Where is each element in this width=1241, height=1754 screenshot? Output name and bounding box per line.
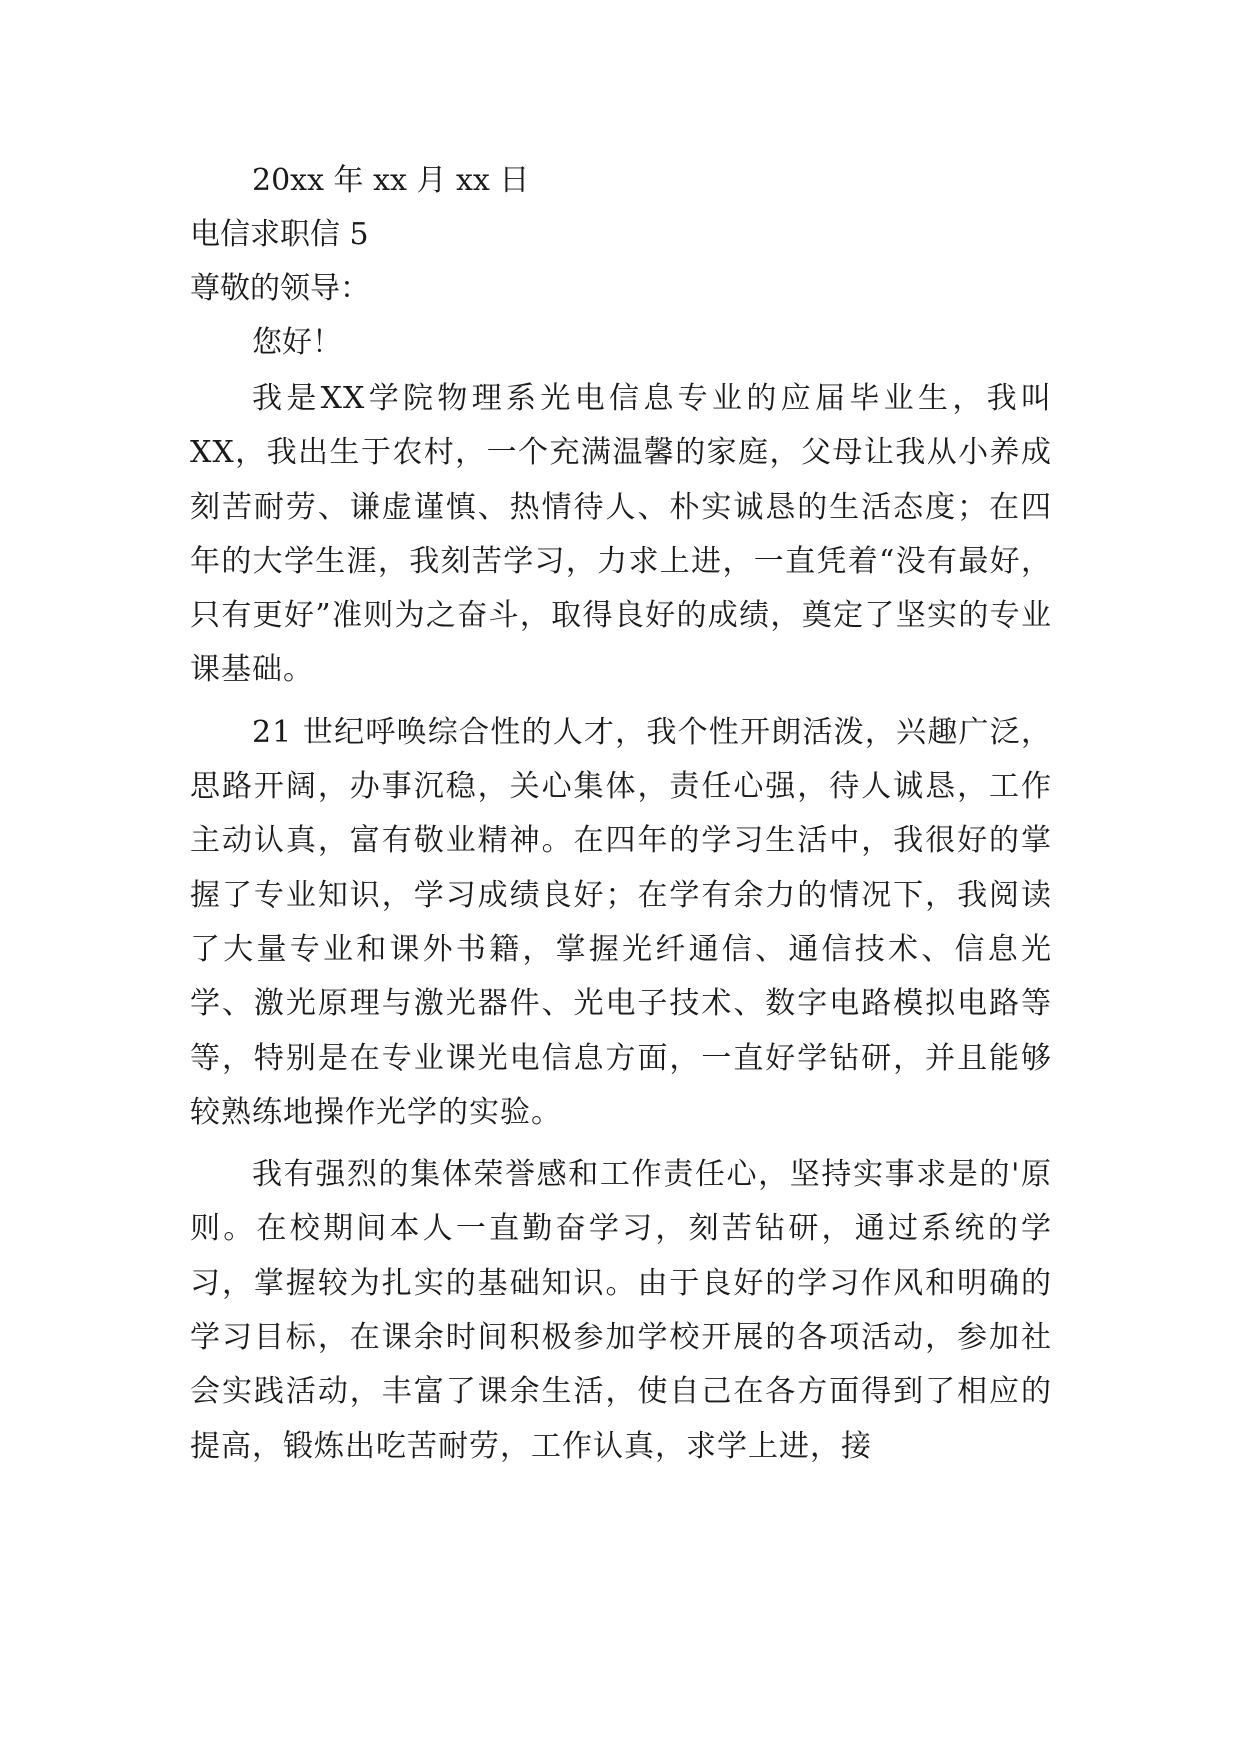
paragraph: 我有强烈的集体荣誉感和工作责任心，坚持实事求是的'原则。在校期间本人一直勤奋学习，刻苦钻研，通过系统的学习，掌握较为扎实的基础知识。由于良好的学习作风和明确的学习目标，在课余时间积极参加学校开展的各项活动，参加社会实践活动，丰富了课余生活，使自己在各方面得到了相应的提高，锻炼出吃苦耐劳，工作认真，求学上进，接 — [190, 1157, 1052, 1464]
greeting: 您好！ — [252, 325, 342, 360]
date-line: 20xx 年 xx 月 xx 日 — [252, 163, 530, 198]
salutation: 尊敬的领导： — [190, 271, 370, 306]
letter-body — [190, 160, 1052, 1474]
paragraph: 21 世纪呼唤综合性的人才，我个性开朗活泼，兴趣广泛，思路开阔，办事沉稳，关心集体，责任心强，待人诚恳，工作主动认真，富有敬业精神。在四年的学习生活中，我很好的掌握了专业知识，学习成绩良好；在学有余力的情况下，我阅读了大量专业和课外书籍，掌握光纤通信、通信技术、信息光学、激光原理与激光器件、光电子技术、数字电路模拟电路等等，特别是在专业课光电信息方面，一直好学钻研，并且能够较熟练地操作光学的实验。 — [190, 714, 1052, 1130]
paragraph: 我是XX学院物理系光电信息专业的应届毕业生，我叫XX，我出生于农村，一个充满温馨的家庭，父母让我从小养成刻苦耐劳、谦虚谨慎、热情待人、朴实诚恳的生活态度；在四年的大学生涯，我刻苦学习，力求上进，一直凭着“没有最好，只有更好”准则为之奋斗，取得良好的成绩，奠定了坚实的专业课基础。 — [190, 381, 1052, 688]
letter-title: 电信求职信 5 — [190, 217, 369, 252]
